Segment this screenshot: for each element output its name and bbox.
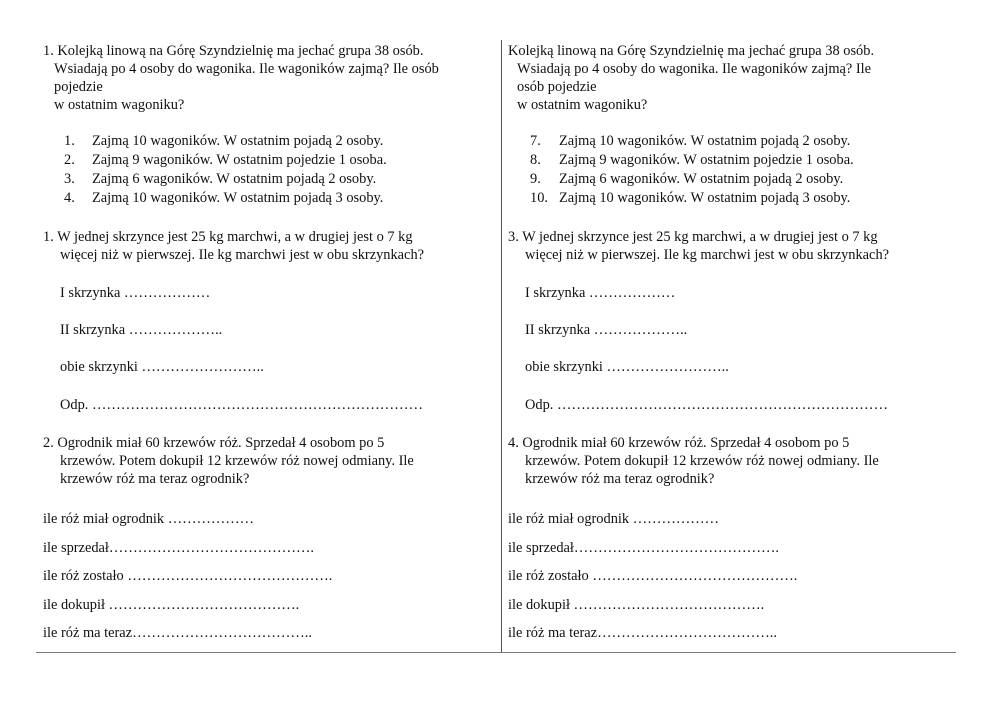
left-option-number: 4.	[64, 190, 75, 206]
right-option-text: Zajmą 10 wagoników. W ostatnim pojadą 3 osoby.	[559, 190, 851, 206]
right-task3-field: ile róż miał ogrodnik ………………	[508, 511, 720, 527]
right-task2-field: I skrzynka ………………	[525, 285, 676, 301]
right-task3-line: krzewów róż ma teraz ogrodnik?	[525, 471, 715, 487]
left-task1-line: w ostatnim wagoniku?	[54, 97, 185, 113]
right-task1-line: Kolejką linową na Górę Szyndzielnię ma jechać grupa 38 osób.	[508, 43, 875, 59]
right-task1-line: w ostatnim wagoniku?	[517, 97, 648, 113]
right-option-text: Zajmą 6 wagoników. W ostatnim pojadą 2 osoby.	[559, 171, 844, 187]
right-option-number: 9.	[530, 171, 541, 187]
left-task3-field: ile róż ma teraz………………………………..	[43, 625, 312, 641]
left-option-text: Zajmą 6 wagoników. W ostatnim pojadą 2 osoby.	[92, 171, 377, 187]
left-task3-line: 2. Ogrodnik miał 60 krzewów róż. Sprzedał 4 osobom po 5	[43, 435, 385, 451]
right-task2-field: obie skrzynki ……………………..	[525, 359, 729, 375]
left-option-text: Zajmą 10 wagoników. W ostatnim pojadą 3 osoby.	[92, 190, 384, 206]
left-task3-line: krzewów róż ma teraz ogrodnik?	[60, 471, 250, 487]
right-task3-field: ile sprzedał…………………………………….	[508, 540, 779, 556]
left-task2-answer: Odp. ……………………………………………………………	[60, 397, 423, 413]
left-option-number: 3.	[64, 171, 75, 187]
right-task2-line: więcej niż w pierwszej. Ile kg marchwi jest w obu skrzynkach?	[525, 247, 890, 263]
right-task2-line: 3. W jednej skrzynce jest 25 kg marchwi, a w drugiej jest o 7 kg	[508, 229, 878, 245]
left-task1-line: 1. Kolejką linową na Górę Szyndzielnię ma jechać grupa 38 osób.	[43, 43, 424, 59]
left-task1-line: pojedzie	[54, 79, 103, 95]
right-task2-answer: Odp. ……………………………………………………………	[525, 397, 888, 413]
right-task3-field: ile róż ma teraz………………………………..	[508, 625, 777, 641]
right-option-text: Zajmą 10 wagoników. W ostatnim pojadą 2 osoby.	[559, 133, 851, 149]
left-option-number: 1.	[64, 133, 75, 149]
right-task2-field: II skrzynka ………………..	[525, 322, 688, 338]
left-option-text: Zajmą 9 wagoników. W ostatnim pojedzie 1 osoba.	[92, 152, 387, 168]
left-task3-line: krzewów. Potem dokupił 12 krzewów róż nowej odmiany. Ile	[60, 453, 414, 469]
right-option-text: Zajmą 9 wagoników. W ostatnim pojedzie 1 osoba.	[559, 152, 854, 168]
right-task3-field: ile dokupił ………………………………….	[508, 597, 765, 613]
left-task2-field: I skrzynka ………………	[60, 285, 211, 301]
left-task3-field: ile róż zostało …………………………………….	[43, 568, 333, 584]
left-task3-field: ile sprzedał…………………………………….	[43, 540, 314, 556]
left-task3-field: ile róż miał ogrodnik ………………	[43, 511, 255, 527]
right-task3-line: krzewów. Potem dokupił 12 krzewów róż nowej odmiany. Ile	[525, 453, 879, 469]
right-task3-line: 4. Ogrodnik miał 60 krzewów róż. Sprzedał 4 osobom po 5	[508, 435, 850, 451]
column-divider	[501, 40, 502, 652]
left-task2-line: 1. W jednej skrzynce jest 25 kg marchwi, a w drugiej jest o 7 kg	[43, 229, 413, 245]
right-option-number: 7.	[530, 133, 541, 149]
left-task3-field: ile dokupił ………………………………….	[43, 597, 300, 613]
left-task1-line: Wsiadają po 4 osoby do wagonika. Ile wagoników zajmą? Ile osób	[54, 61, 439, 77]
left-option-number: 2.	[64, 152, 75, 168]
right-option-number: 10.	[530, 190, 548, 206]
left-task2-line: więcej niż w pierwszej. Ile kg marchwi jest w obu skrzynkach?	[60, 247, 425, 263]
right-task3-field: ile róż zostało …………………………………….	[508, 568, 798, 584]
right-task1-line: Wsiadają po 4 osoby do wagonika. Ile wagoników zajmą? Ile	[517, 61, 872, 77]
left-option-text: Zajmą 10 wagoników. W ostatnim pojadą 2 osoby.	[92, 133, 384, 149]
bottom-rule	[36, 652, 956, 653]
right-option-number: 8.	[530, 152, 541, 168]
right-task1-line: osób pojedzie	[517, 79, 597, 95]
left-task2-field: II skrzynka ………………..	[60, 322, 223, 338]
left-task2-field: obie skrzynki ……………………..	[60, 359, 264, 375]
